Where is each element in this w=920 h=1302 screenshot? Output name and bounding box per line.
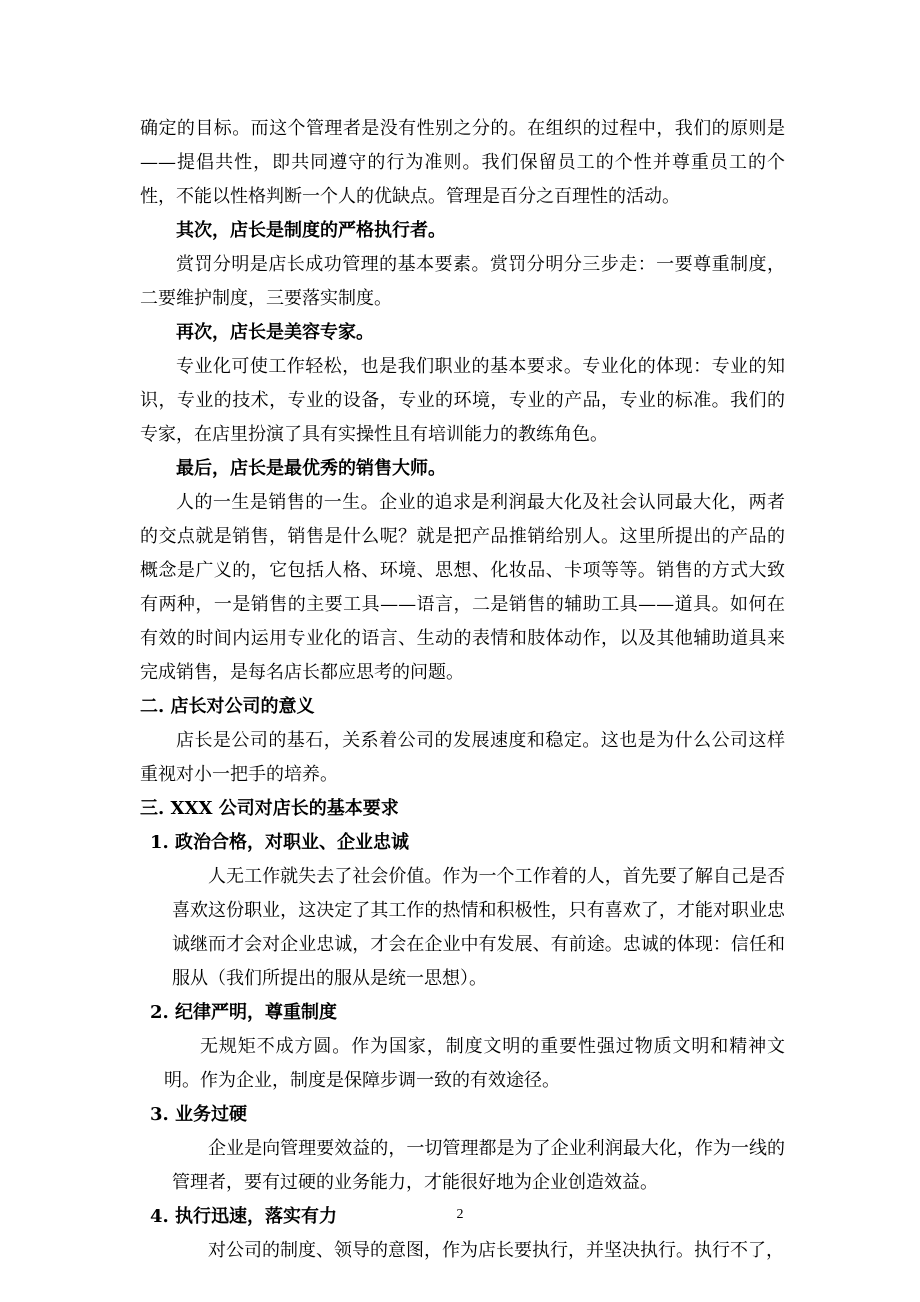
section-3-title: 三. XXX 公司对店长的基本要求	[140, 798, 399, 819]
item-4-body: 对公司的制度、领导的意图，作为店长要执行，并坚决执行。执行不了，	[208, 1240, 784, 1261]
item-1-body: 人无工作就失去了社会价值。作为一个工作着的人，首先要了解自己是否喜欢这份职业，这决定了其工作的热情和积极性，只有喜欢了，才能对职业忠诚继而才会对企业忠诚，才会在企业中有发展、有前途。忠诚的体现：信任和服从（我们所提出的服从是统一思想）。	[172, 866, 785, 989]
document-page	[140, 112, 785, 1268]
item-4-title: 4. 执行迅速，落实有力	[150, 1206, 338, 1227]
item-1-title: 1. 政治合格，对职业、企业忠诚	[150, 832, 410, 853]
paragraph-third: 专业化可使工作轻松，也是我们职业的基本要求。专业化的体现：专业的知识，专业的技术，专业的设备，专业的环境，专业的产品，专业的标准。我们的专家，在店里扮演了具有实操性且有培训能力的教练角色。	[140, 356, 785, 445]
item-2-title: 2. 纪律严明，尊重制度	[150, 1002, 338, 1023]
page-number: 2	[456, 1207, 464, 1222]
paragraph-second: 赏罚分明是店长成功管理的基本要素。赏罚分明分三步走：一要尊重制度，二要维护制度，三要落实制度。	[140, 254, 785, 309]
section-2-title: 二. 店长对公司的意义	[140, 696, 315, 717]
paragraph-intro: 确定的目标。而这个管理者是没有性别之分的。在组织的过程中，我们的原则是——提倡共性，即共同遵守的行为准则。我们保留员工的个性并尊重员工的个性，不能以性格判断一个人的优缺点。管理是百分之百理性的活动。	[140, 118, 785, 207]
item-3-title: 3. 业务过硬	[150, 1104, 248, 1125]
heading-last: 最后，店长是最优秀的销售大师。	[176, 458, 446, 479]
heading-second: 其次，店长是制度的严格执行者。	[176, 220, 446, 241]
heading-third: 再次，店长是美容专家。	[176, 322, 374, 343]
section-2-body: 店长是公司的基石，关系着公司的发展速度和稳定。这也是为什么公司这样重视对小一把手的培养。	[140, 730, 785, 785]
item-3-body: 企业是向管理要效益的，一切管理都是为了企业利润最大化，作为一线的管理者，要有过硬的业务能力，才能很好地为企业创造效益。	[172, 1138, 785, 1193]
paragraph-last: 人的一生是销售的一生。企业的追求是利润最大化及社会认同最大化，两者的交点就是销售，销售是什么呢？就是把产品推销给别人。这里所提出的产品的概念是广义的，它包括人格、环境、思想、化妆品、卡项等等。销售的方式大致有两种，一是销售的主要工具——语言，二是销售的辅助工具——道具。如何在有效的时间内运用专业化的语言、生动的表情和肢体动作，以及其他辅助道具来完成销售，是每名店长都应思考的问题。	[140, 492, 785, 683]
item-2-body: 无规矩不成方圆。作为国家，制度文明的重要性强过物质文明和精神文明。作为企业，制度是保障步调一致的有效途径。	[164, 1036, 785, 1091]
